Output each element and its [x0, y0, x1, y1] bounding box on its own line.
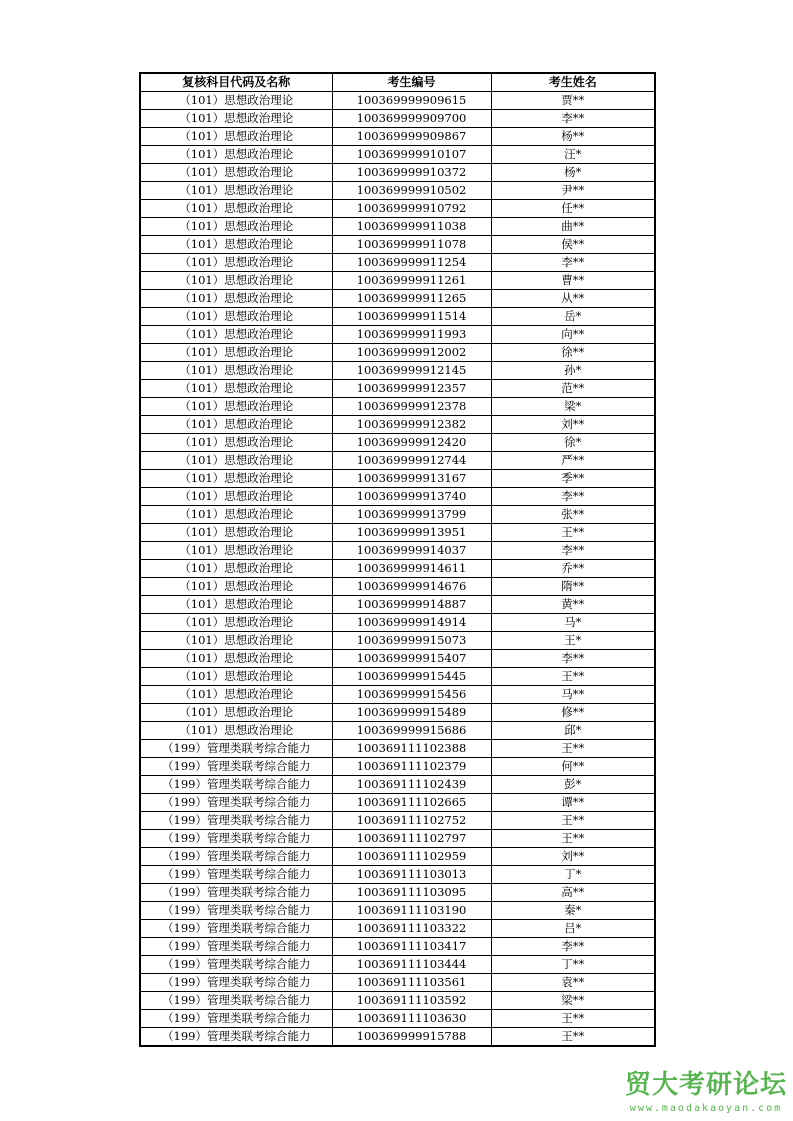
- candidate-name-cell: 曲**: [491, 218, 655, 236]
- subject-cell: （101）思想政治理论: [140, 722, 332, 740]
- candidate-id-cell: 100369999913951: [332, 524, 491, 542]
- candidate-name-cell: 乔**: [491, 560, 655, 578]
- candidate-name-cell: 尹**: [491, 182, 655, 200]
- subject-cell: （199）管理类联考综合能力: [140, 812, 332, 830]
- candidate-name-cell: 孙*: [491, 362, 655, 380]
- subject-cell: （199）管理类联考综合能力: [140, 956, 332, 974]
- subject-cell: （199）管理类联考综合能力: [140, 992, 332, 1010]
- candidate-name-cell: 刘**: [491, 848, 655, 866]
- subject-cell: （199）管理类联考综合能力: [140, 884, 332, 902]
- candidate-id-cell: 100369111102388: [332, 740, 491, 758]
- table-row: [140, 956, 655, 974]
- candidate-name-cell: 徐*: [491, 434, 655, 452]
- candidate-name-cell: 梁*: [491, 398, 655, 416]
- candidate-id-cell: 100369999910502: [332, 182, 491, 200]
- candidate-id-cell: 100369111102752: [332, 812, 491, 830]
- table-row: [140, 182, 655, 200]
- candidate-id-cell: 100369111103417: [332, 938, 491, 956]
- candidate-name-cell: 高**: [491, 884, 655, 902]
- candidate-name-cell: 杨*: [491, 164, 655, 182]
- candidate-id-cell: 100369999910107: [332, 146, 491, 164]
- table-row: [140, 254, 655, 272]
- candidate-name-cell: 徐**: [491, 344, 655, 362]
- candidate-id-cell: 100369111103630: [332, 1010, 491, 1028]
- candidate-id-cell: 100369999909700: [332, 110, 491, 128]
- candidate-name-cell: 王**: [491, 812, 655, 830]
- subject-cell: （101）思想政治理论: [140, 362, 332, 380]
- subject-cell: （199）管理类联考综合能力: [140, 758, 332, 776]
- candidate-id-cell: 100369111103444: [332, 956, 491, 974]
- subject-cell: （199）管理类联考综合能力: [140, 974, 332, 992]
- candidate-name-cell: 秦*: [491, 902, 655, 920]
- subject-cell: （101）思想政治理论: [140, 290, 332, 308]
- candidate-id-cell: 100369999912378: [332, 398, 491, 416]
- candidate-id-cell: 100369999914914: [332, 614, 491, 632]
- table-row: [140, 758, 655, 776]
- candidate-name-cell: 从**: [491, 290, 655, 308]
- subject-cell: （101）思想政治理论: [140, 218, 332, 236]
- table-row: [140, 416, 655, 434]
- table-row: [140, 398, 655, 416]
- subject-cell: （199）管理类联考综合能力: [140, 740, 332, 758]
- candidate-name-cell: 邱*: [491, 722, 655, 740]
- table-row: [140, 272, 655, 290]
- subject-cell: （101）思想政治理论: [140, 434, 332, 452]
- candidate-id-cell: 100369999914676: [332, 578, 491, 596]
- subject-cell: （101）思想政治理论: [140, 542, 332, 560]
- subject-cell: （101）思想政治理论: [140, 326, 332, 344]
- candidate-id-cell: 100369999910792: [332, 200, 491, 218]
- subject-cell: （101）思想政治理论: [140, 470, 332, 488]
- subject-cell: （199）管理类联考综合能力: [140, 848, 332, 866]
- table-row: [140, 110, 655, 128]
- candidate-name-cell: 杨**: [491, 128, 655, 146]
- candidate-id-cell: 100369999915686: [332, 722, 491, 740]
- table-row: [140, 1028, 655, 1047]
- candidate-name-cell: 严**: [491, 452, 655, 470]
- table-row: [140, 920, 655, 938]
- candidate-id-cell: 100369999914887: [332, 596, 491, 614]
- header-candidate-id: 考生编号: [332, 73, 491, 92]
- candidate-id-cell: 100369999911514: [332, 308, 491, 326]
- candidate-name-cell: 李**: [491, 488, 655, 506]
- table-row: [140, 218, 655, 236]
- candidate-name-cell: 谭**: [491, 794, 655, 812]
- candidate-id-cell: 100369999912744: [332, 452, 491, 470]
- table-row: [140, 128, 655, 146]
- table-body: [140, 92, 655, 1047]
- candidate-id-cell: 100369999915456: [332, 686, 491, 704]
- subject-cell: （101）思想政治理论: [140, 578, 332, 596]
- subject-cell: （101）思想政治理论: [140, 236, 332, 254]
- candidate-name-cell: 李**: [491, 254, 655, 272]
- subject-cell: （101）思想政治理论: [140, 398, 332, 416]
- table-row: [140, 830, 655, 848]
- subject-cell: （101）思想政治理论: [140, 92, 332, 110]
- candidate-name-cell: 曹**: [491, 272, 655, 290]
- candidate-id-cell: 100369999909615: [332, 92, 491, 110]
- subject-cell: （101）思想政治理论: [140, 182, 332, 200]
- subject-cell: （101）思想政治理论: [140, 704, 332, 722]
- table-row: [140, 848, 655, 866]
- subject-cell: （199）管理类联考综合能力: [140, 794, 332, 812]
- candidate-name-cell: 彭*: [491, 776, 655, 794]
- candidate-name-cell: 侯**: [491, 236, 655, 254]
- table-row: [140, 902, 655, 920]
- candidate-id-cell: 100369999914037: [332, 542, 491, 560]
- subject-cell: （101）思想政治理论: [140, 686, 332, 704]
- subject-cell: （101）思想政治理论: [140, 668, 332, 686]
- candidate-name-cell: 修**: [491, 704, 655, 722]
- table-row: [140, 992, 655, 1010]
- candidate-id-cell: 100369999912357: [332, 380, 491, 398]
- watermark-title: 贸大考研论坛: [624, 1070, 787, 1100]
- table-row: [140, 722, 655, 740]
- candidate-id-cell: 100369111102665: [332, 794, 491, 812]
- table-row: [140, 200, 655, 218]
- table-row: [140, 542, 655, 560]
- subject-cell: （199）管理类联考综合能力: [140, 776, 332, 794]
- candidate-id-cell: 100369111102959: [332, 848, 491, 866]
- forum-watermark: [625, 1064, 787, 1114]
- subject-cell: （101）思想政治理论: [140, 452, 332, 470]
- subject-cell: （101）思想政治理论: [140, 560, 332, 578]
- table-row: [140, 740, 655, 758]
- table-row: [140, 344, 655, 362]
- candidate-id-cell: 100369111102439: [332, 776, 491, 794]
- subject-cell: （199）管理类联考综合能力: [140, 938, 332, 956]
- subject-cell: （101）思想政治理论: [140, 128, 332, 146]
- candidate-name-cell: 王**: [491, 1028, 655, 1047]
- candidate-name-cell: 任**: [491, 200, 655, 218]
- header-candidate-name: 考生姓名: [491, 73, 655, 92]
- table-row: [140, 794, 655, 812]
- table-row: [140, 452, 655, 470]
- candidate-name-cell: 李**: [491, 938, 655, 956]
- candidate-id-cell: 100369999915788: [332, 1028, 491, 1047]
- table-row: [140, 380, 655, 398]
- candidate-id-cell: 100369999910372: [332, 164, 491, 182]
- subject-cell: （101）思想政治理论: [140, 308, 332, 326]
- subject-cell: （101）思想政治理论: [140, 200, 332, 218]
- table-row: [140, 434, 655, 452]
- candidate-name-cell: 王**: [491, 830, 655, 848]
- candidate-id-cell: 100369999911261: [332, 272, 491, 290]
- candidate-name-cell: 向**: [491, 326, 655, 344]
- candidate-name-cell: 王**: [491, 668, 655, 686]
- table-row: [140, 308, 655, 326]
- table-row: [140, 362, 655, 380]
- candidate-id-cell: 100369999909867: [332, 128, 491, 146]
- table-row: [140, 560, 655, 578]
- candidate-id-cell: 100369999912002: [332, 344, 491, 362]
- subject-cell: （199）管理类联考综合能力: [140, 920, 332, 938]
- candidate-name-cell: 李**: [491, 650, 655, 668]
- table-row: [140, 470, 655, 488]
- candidate-name-cell: 梁**: [491, 992, 655, 1010]
- candidate-name-cell: 马**: [491, 686, 655, 704]
- candidate-id-cell: 100369999911254: [332, 254, 491, 272]
- table-row: [140, 686, 655, 704]
- candidate-name-cell: 贾**: [491, 92, 655, 110]
- table-row: [140, 488, 655, 506]
- subject-cell: （199）管理类联考综合能力: [140, 1010, 332, 1028]
- table-row: [140, 668, 655, 686]
- candidate-id-cell: 100369999915407: [332, 650, 491, 668]
- table-row: [140, 776, 655, 794]
- candidate-name-cell: 王*: [491, 632, 655, 650]
- candidate-id-cell: 100369999915489: [332, 704, 491, 722]
- table-row: [140, 92, 655, 110]
- candidate-id-cell: 100369999914611: [332, 560, 491, 578]
- candidate-name-cell: 袁**: [491, 974, 655, 992]
- candidate-name-cell: 黄**: [491, 596, 655, 614]
- candidate-id-cell: 100369999912420: [332, 434, 491, 452]
- subject-cell: （101）思想政治理论: [140, 650, 332, 668]
- subject-cell: （101）思想政治理论: [140, 164, 332, 182]
- candidate-name-cell: 汪*: [491, 146, 655, 164]
- subject-cell: （199）管理类联考综合能力: [140, 830, 332, 848]
- candidate-id-cell: 100369111103095: [332, 884, 491, 902]
- candidate-name-cell: 吕*: [491, 920, 655, 938]
- candidate-id-cell: 100369999911038: [332, 218, 491, 236]
- table-row: [140, 524, 655, 542]
- candidate-name-cell: 季**: [491, 470, 655, 488]
- candidate-id-cell: 100369999913167: [332, 470, 491, 488]
- header-subject: 复核科目代码及名称: [140, 73, 332, 92]
- table-row: [140, 632, 655, 650]
- table-row: [140, 866, 655, 884]
- candidate-name-cell: 李**: [491, 542, 655, 560]
- candidate-name-cell: 王**: [491, 1010, 655, 1028]
- candidate-name-cell: 丁**: [491, 956, 655, 974]
- candidate-name-cell: 何**: [491, 758, 655, 776]
- subject-cell: （101）思想政治理论: [140, 614, 332, 632]
- candidate-name-cell: 岳*: [491, 308, 655, 326]
- table-row: [140, 146, 655, 164]
- candidate-name-cell: 刘**: [491, 416, 655, 434]
- candidate-id-cell: 100369999911993: [332, 326, 491, 344]
- candidate-id-cell: 100369111103561: [332, 974, 491, 992]
- table-row: [140, 938, 655, 956]
- table-row: [140, 650, 655, 668]
- candidate-id-cell: 100369111103592: [332, 992, 491, 1010]
- subject-cell: （101）思想政治理论: [140, 506, 332, 524]
- subject-cell: （101）思想政治理论: [140, 524, 332, 542]
- table-row: [140, 236, 655, 254]
- subject-cell: （101）思想政治理论: [140, 416, 332, 434]
- subject-cell: （101）思想政治理论: [140, 380, 332, 398]
- subject-cell: （101）思想政治理论: [140, 110, 332, 128]
- candidate-name-cell: 张**: [491, 506, 655, 524]
- table-row: [140, 974, 655, 992]
- candidate-id-cell: 100369111102797: [332, 830, 491, 848]
- subject-cell: （101）思想政治理论: [140, 254, 332, 272]
- table-row: [140, 506, 655, 524]
- candidate-name-cell: 范**: [491, 380, 655, 398]
- watermark-url: www.maodakaoyan.com: [629, 1103, 783, 1114]
- table-row: [140, 1010, 655, 1028]
- subject-cell: （101）思想政治理论: [140, 344, 332, 362]
- candidate-id-cell: 100369999915073: [332, 632, 491, 650]
- subject-cell: （101）思想政治理论: [140, 488, 332, 506]
- subject-cell: （101）思想政治理论: [140, 272, 332, 290]
- subject-cell: （101）思想政治理论: [140, 596, 332, 614]
- candidate-name-cell: 马*: [491, 614, 655, 632]
- score-review-table: [139, 72, 656, 1047]
- candidate-id-cell: 100369999911265: [332, 290, 491, 308]
- table-row: [140, 704, 655, 722]
- subject-cell: （199）管理类联考综合能力: [140, 1028, 332, 1047]
- candidate-id-cell: 100369111103013: [332, 866, 491, 884]
- candidate-id-cell: 100369999911078: [332, 236, 491, 254]
- candidate-name-cell: 丁*: [491, 866, 655, 884]
- candidate-id-cell: 100369999912145: [332, 362, 491, 380]
- subject-cell: （101）思想政治理论: [140, 632, 332, 650]
- candidate-id-cell: 100369999913740: [332, 488, 491, 506]
- table-row: [140, 326, 655, 344]
- candidate-name-cell: 李**: [491, 110, 655, 128]
- subject-cell: （199）管理类联考综合能力: [140, 902, 332, 920]
- table-row: [140, 884, 655, 902]
- candidate-id-cell: 100369999915445: [332, 668, 491, 686]
- table-row: [140, 614, 655, 632]
- candidate-id-cell: 100369999913799: [332, 506, 491, 524]
- table-row: [140, 578, 655, 596]
- candidate-name-cell: 王**: [491, 740, 655, 758]
- table-row: [140, 164, 655, 182]
- candidate-id-cell: 100369111103322: [332, 920, 491, 938]
- candidate-name-cell: 王**: [491, 524, 655, 542]
- table-row: [140, 812, 655, 830]
- subject-cell: （199）管理类联考综合能力: [140, 866, 332, 884]
- subject-cell: （101）思想政治理论: [140, 146, 332, 164]
- table-row: [140, 290, 655, 308]
- candidate-id-cell: 100369111102379: [332, 758, 491, 776]
- candidate-name-cell: 隋**: [491, 578, 655, 596]
- candidate-id-cell: 100369111103190: [332, 902, 491, 920]
- candidate-id-cell: 100369999912382: [332, 416, 491, 434]
- table-row: [140, 596, 655, 614]
- table-header-row: [140, 73, 655, 92]
